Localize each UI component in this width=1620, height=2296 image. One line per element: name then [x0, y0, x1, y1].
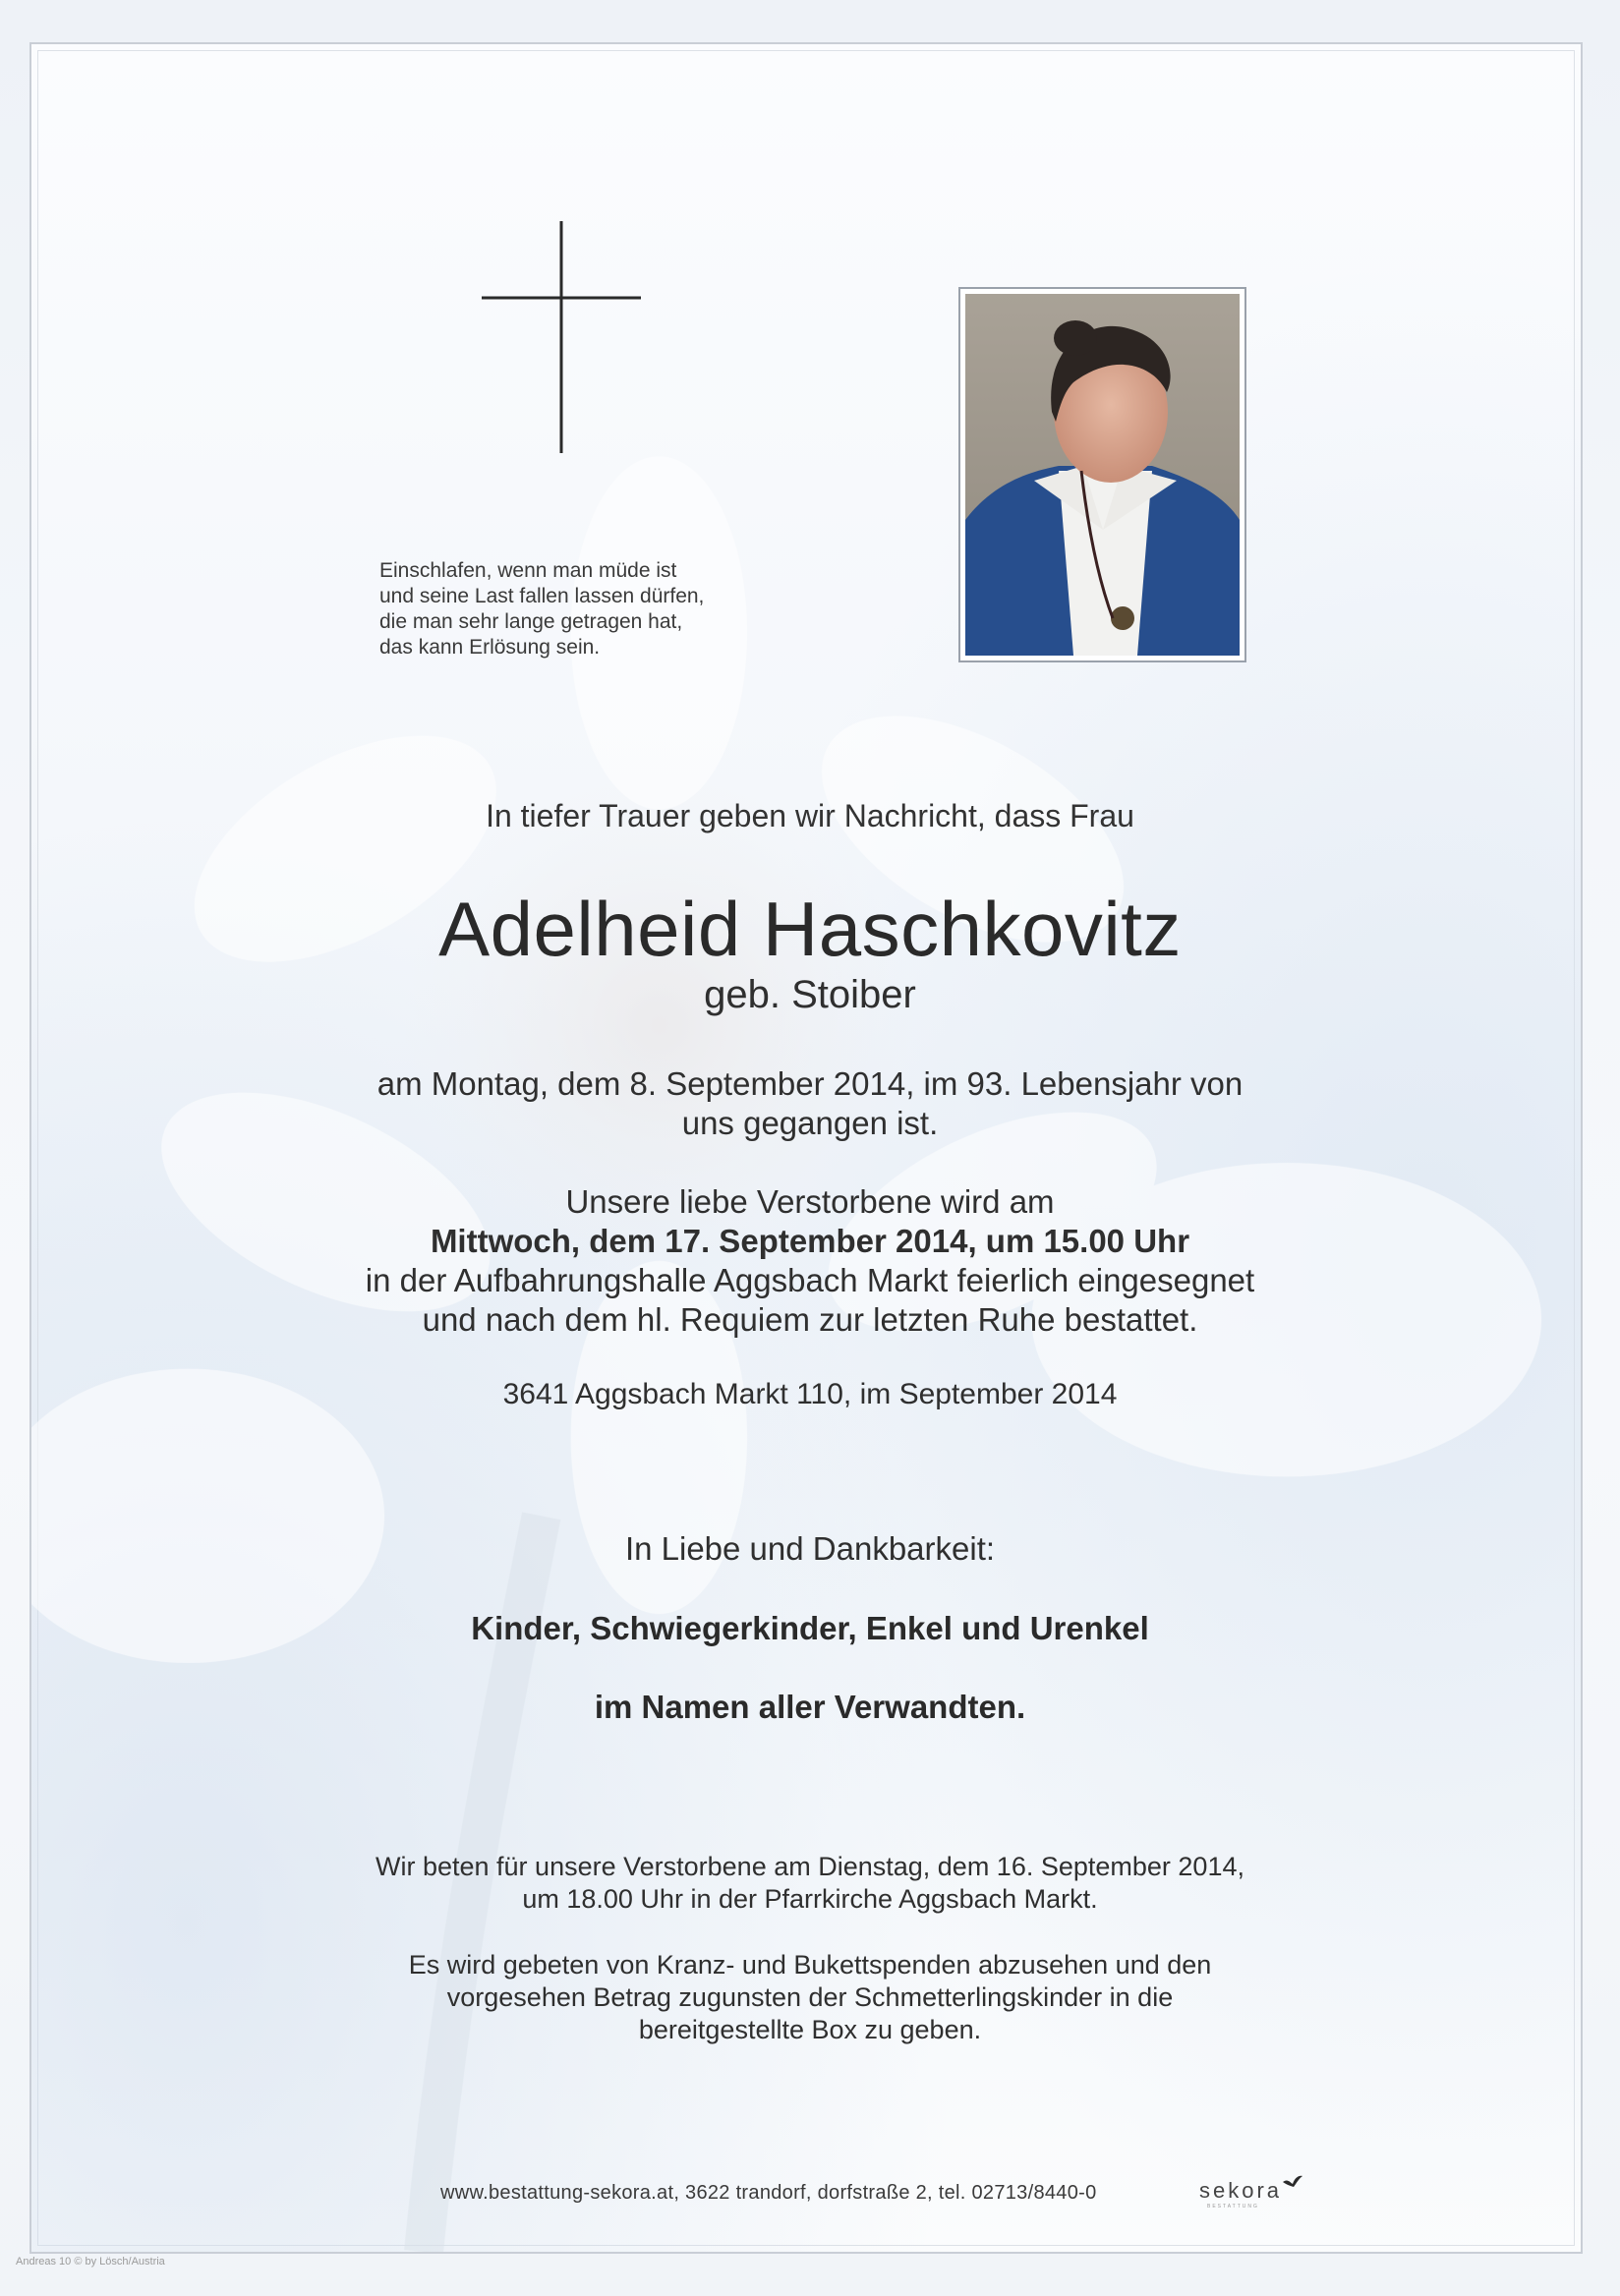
place-and-date: 3641 Aggsbach Markt 110, im September 2014 — [502, 1378, 1118, 1410]
funeral-home-logo — [1199, 2172, 1307, 2211]
quote-line: die man sehr lange getragen hat, — [379, 610, 683, 633]
death-line: am Montag, dem 8. September 2014, im 93. Lebensjahr von — [376, 1065, 1244, 1102]
deceased-name: Adelheid Haschkovitz — [438, 886, 1182, 972]
quote-line: Einschlafen, wenn man müde ist — [379, 559, 677, 582]
portrait-photo-frame — [958, 287, 1246, 662]
funeral-date: Mittwoch, dem 17. September 2014, um 15.00 Uhr — [430, 1223, 1190, 1259]
bird-icon — [1282, 2174, 1303, 2190]
relatives-line: im Namen aller Verwandten. — [594, 1689, 1026, 1725]
donation-line: bereitgestellte Box zu geben. — [638, 2015, 982, 2044]
funeral-line: in der Aufbahrungshalle Aggsbach Markt feierlich eingesegnet — [365, 1262, 1255, 1298]
mourning-family: Kinder, Schwiegerkinder, Enkel und Urenkel — [471, 1610, 1149, 1646]
donation-line: Es wird gebeten von Kranz- und Bukettspenden abzusehen und den — [408, 1950, 1212, 1980]
memorial-quote — [379, 558, 792, 660]
death-statement — [0, 1064, 1620, 1143]
logo-name: sekora — [1199, 2178, 1283, 2203]
intro-line: In tiefer Trauer geben wir Nachricht, dass Frau — [486, 798, 1134, 833]
funeral-details — [0, 1182, 1620, 1340]
portrait-photo — [965, 294, 1240, 656]
donation-line: vorgesehen Betrag zugunsten der Schmetterlingskinder in die — [446, 1982, 1174, 2012]
gratitude-line: In Liebe und Dankbarkeit: — [624, 1530, 996, 1567]
template-credit: Andreas 10 © by Lösch/Austria — [16, 2256, 165, 2267]
donation-notice — [0, 1949, 1620, 2046]
quote-line: und seine Last fallen lassen dürfen, — [379, 585, 705, 607]
funeral-line: und nach dem hl. Requiem zur letzten Ruhe bestattet. — [422, 1301, 1198, 1338]
notice-card — [29, 42, 1583, 2254]
maiden-name: geb. Stoiber — [704, 973, 916, 1016]
quote-line: das kann Erlösung sein. — [379, 636, 601, 659]
logo-subtitle: BESTATTUNG — [1207, 2204, 1259, 2210]
prayer-line: um 18.00 Uhr in der Pfarrkirche Aggsbach Markt. — [522, 1884, 1098, 1914]
death-line: uns gegangen ist. — [681, 1105, 939, 1141]
prayer-line: Wir beten für unsere Verstorbene am Dienstag, dem 16. September 2014, — [376, 1852, 1244, 1881]
sunflower-background-image — [31, 44, 1581, 2252]
funeral-line: Unsere liebe Verstorbene wird am — [565, 1183, 1055, 1220]
funeral-home-contact: www.bestattung-sekora.at, 3622 trandorf, dorfstraße 2, tel. 02713/8440-0 — [440, 2182, 1097, 2204]
prayer-notice — [0, 1851, 1620, 1916]
latin-cross-icon — [482, 221, 641, 453]
